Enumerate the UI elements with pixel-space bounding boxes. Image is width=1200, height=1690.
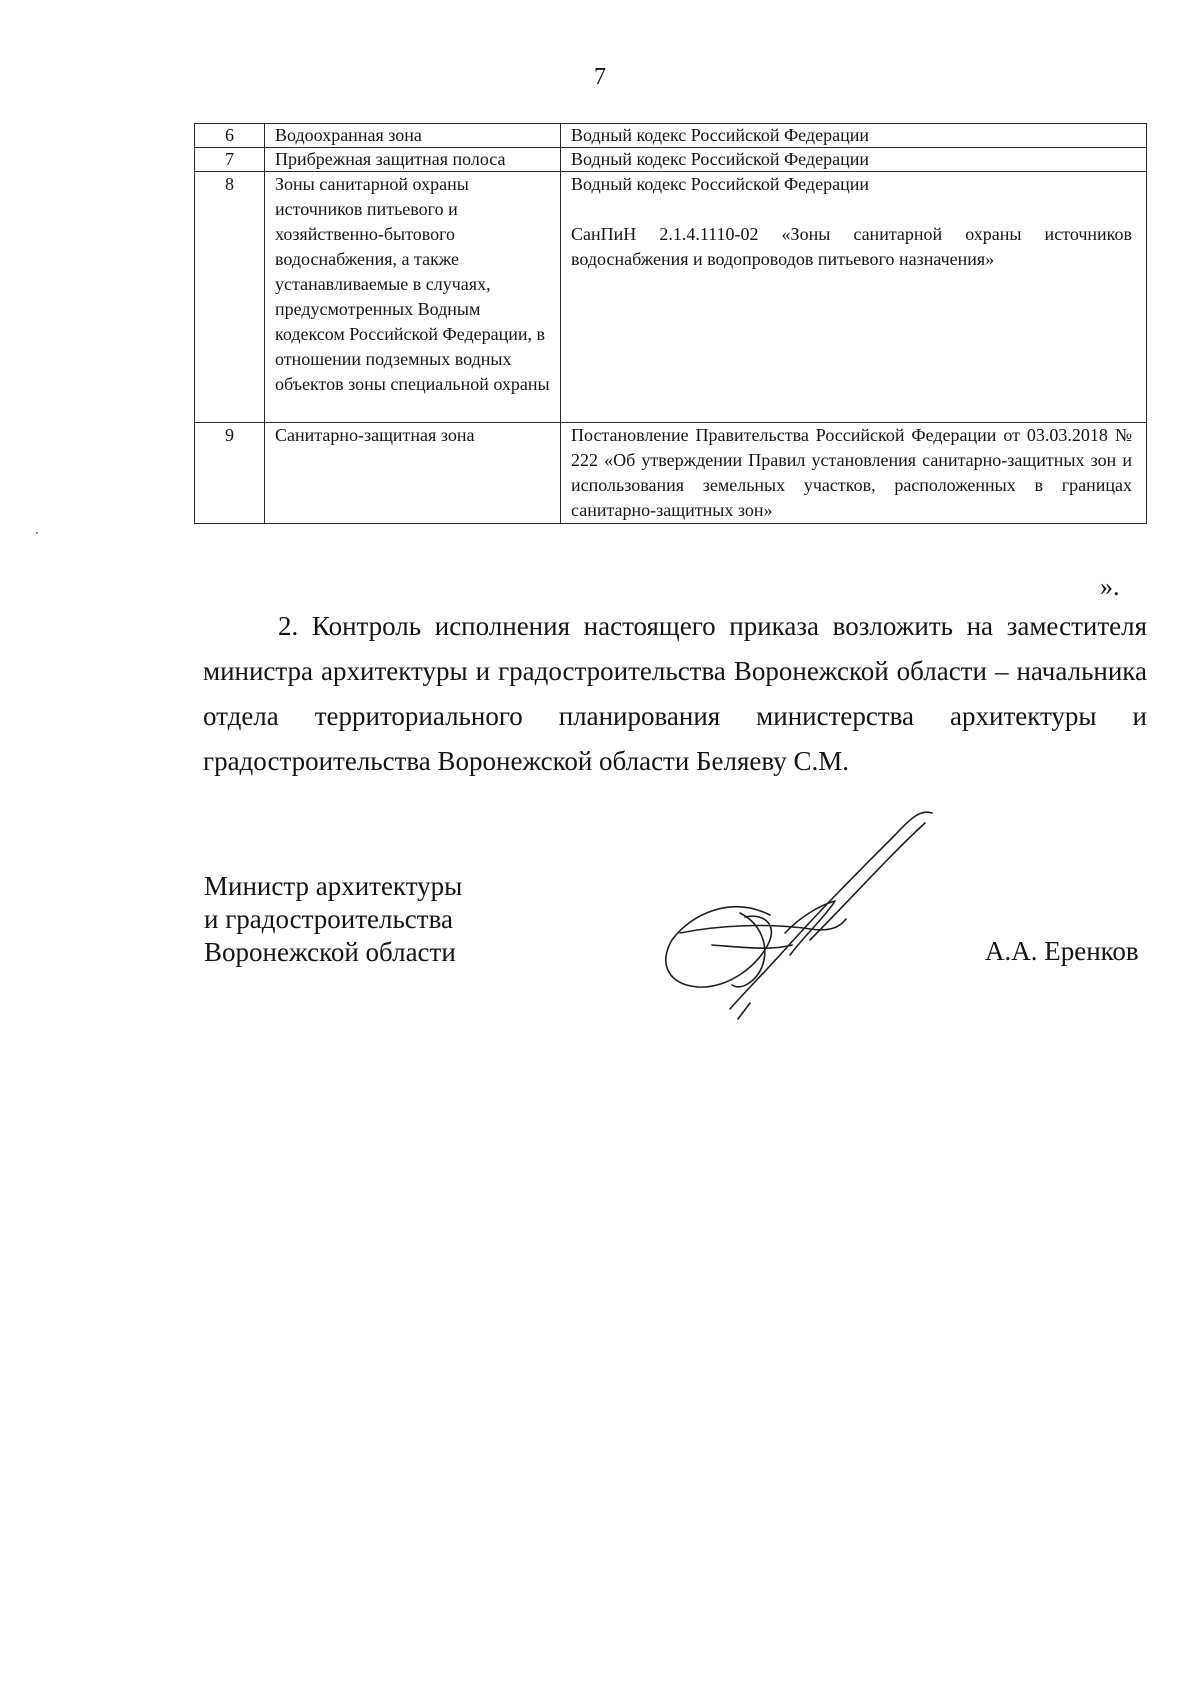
handwritten-signature xyxy=(620,805,940,1025)
closing-quote: ». xyxy=(1100,572,1120,601)
zone-name: Зоны санитарной охраны источников питьевого и хозяйственно-бытового водоснабжения, а также устанавливаемые в случаях, предусмотренных Водным кодексом Российской Федерации, в отношении подземных водных объектов зоны специальной охраны xyxy=(265,172,561,423)
legal-basis: СанПиН 2.1.4.1110-02 «Зоны санитарной охраны источников водоснабжения и водопроводов питьевого назначения» xyxy=(571,224,1132,269)
legal-basis-cell xyxy=(561,172,1147,423)
table-row xyxy=(195,423,1147,524)
zones-table xyxy=(194,123,1147,524)
row-number: 7 xyxy=(195,148,265,172)
row-number: 6 xyxy=(195,124,265,148)
page-number: 7 xyxy=(594,64,606,90)
table-row xyxy=(195,148,1147,172)
zone-name: Санитарно-защитная зона xyxy=(265,423,561,524)
legal-basis: Постановление Правительства Российской Федерации от 03.03.2018 № 222 «Об утверждении Правил установления санитарно-защитных зон и использования земельных участков, расположенных в границах санитарно-защитных зон» xyxy=(561,423,1147,524)
signatory-line: Воронежской области xyxy=(204,937,456,967)
body-paragraph: 2. Контроль исполнения настоящего приказа возложить на заместителя министра архитектуры и градостроительства Воронежской области – начальника отдела территориального планирования министерства архитектуры и градостроительства Воронежской области Беляеву С.М. xyxy=(203,611,1147,776)
spacer xyxy=(571,197,1132,222)
signer-name: А.А. Еренков xyxy=(985,936,1139,966)
signatory-line: и градостроительства xyxy=(204,904,453,934)
legal-basis: Водный кодекс Российской Федерации xyxy=(571,174,869,194)
row-number: 9 xyxy=(195,423,265,524)
table-row xyxy=(195,172,1147,423)
table-row xyxy=(195,124,1147,148)
scan-speck xyxy=(36,532,38,534)
signatory-title xyxy=(204,870,462,969)
zone-name: Прибрежная защитная полоса xyxy=(265,148,561,172)
row-number: 8 xyxy=(195,172,265,423)
legal-basis: Водный кодекс Российской Федерации xyxy=(561,124,1147,148)
signatory-line: Министр архитектуры xyxy=(204,871,463,901)
legal-basis: Водный кодекс Российской Федерации xyxy=(561,148,1147,172)
zone-name: Водоохранная зона xyxy=(265,124,561,148)
